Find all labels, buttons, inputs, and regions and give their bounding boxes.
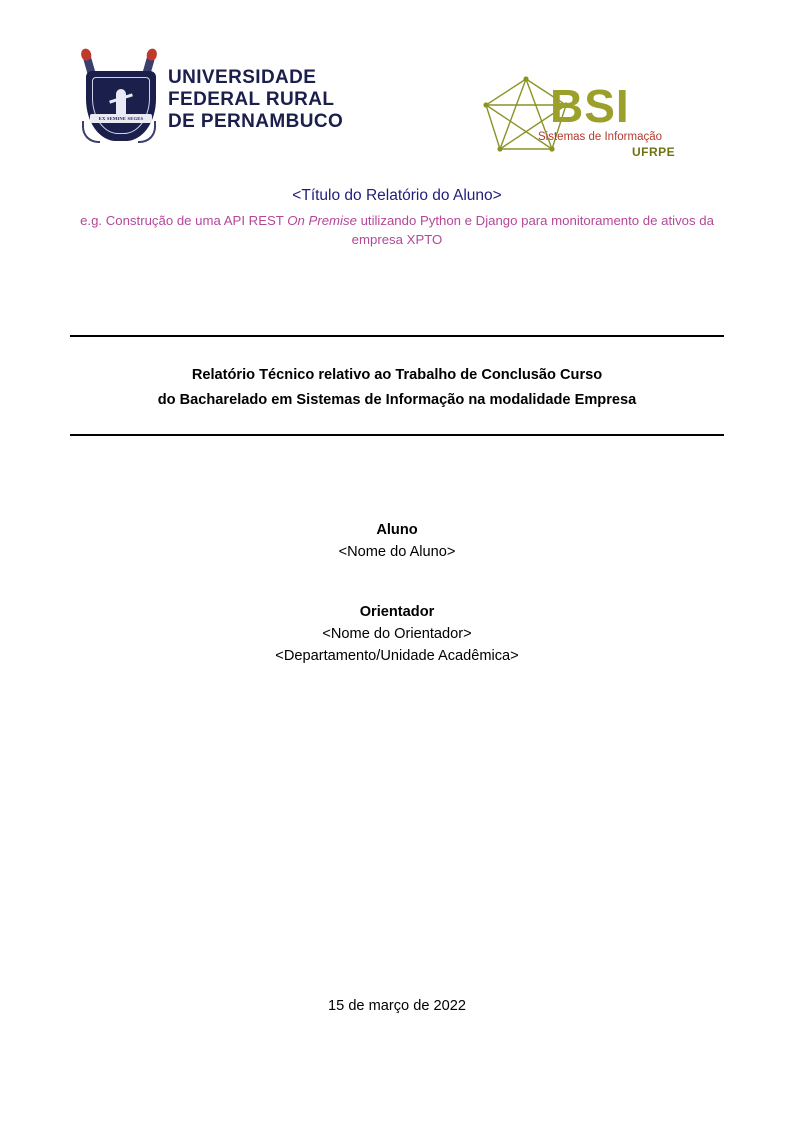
page-title: <Título do Relatório do Aluno> — [292, 187, 502, 204]
people-block — [70, 519, 724, 667]
student-name: <Nome do Aluno> — [338, 544, 456, 560]
bsi-wordmark: BSI — [550, 80, 630, 132]
title-example-prefix: e.g. Construção de uma API REST — [80, 213, 288, 228]
bsi-institution: UFRPE — [632, 145, 676, 159]
title-block — [70, 185, 724, 249]
divider-top — [70, 335, 724, 337]
divider-bottom — [70, 434, 724, 436]
ufrpe-wordmark-line-3: DE PERNAMBUCO — [168, 111, 344, 132]
ufrpe-logo — [80, 55, 343, 145]
report-statement — [70, 363, 724, 413]
flame-icon — [145, 47, 158, 61]
report-statement-line-1: Relatório Técnico relativo ao Trabalho de Conclusão Curso — [191, 367, 603, 383]
title-example — [70, 211, 724, 249]
ufrpe-crest-icon — [80, 55, 158, 145]
laurel-left-icon — [82, 121, 100, 143]
people-spacer — [70, 563, 724, 601]
advisor-role-label: Orientador — [359, 604, 435, 620]
flame-icon — [80, 47, 93, 61]
title-example-suffix: utilizando Python e Django para monitoramento de ativos da empresa XPTO — [351, 213, 714, 247]
advisor-department: <Departamento/Unidade Acadêmica> — [275, 648, 519, 664]
ufrpe-wordmark-line-2: FEDERAL RURAL — [168, 89, 335, 110]
bsi-subtitle: Sistemas de Informação — [538, 131, 663, 143]
bsi-logo — [480, 75, 680, 167]
ufrpe-wordmark-line-1: UNIVERSIDADE — [168, 67, 317, 88]
advisor-name: <Nome do Orientador> — [322, 626, 472, 642]
student-role-label: Aluno — [376, 522, 418, 538]
sower-figure-icon — [116, 89, 126, 115]
title-example-italic: On Premise — [287, 213, 357, 228]
document-date: 15 de março de 2022 — [328, 998, 466, 1014]
crest-motto-text: EX SEMINE SEGES — [98, 116, 144, 121]
laurel-right-icon — [138, 121, 156, 143]
report-statement-line-2: do Bacharelado em Sistemas de Informação na modalidade Empresa — [157, 392, 637, 408]
logo-row — [70, 55, 724, 170]
ufrpe-wordmark — [168, 67, 343, 133]
